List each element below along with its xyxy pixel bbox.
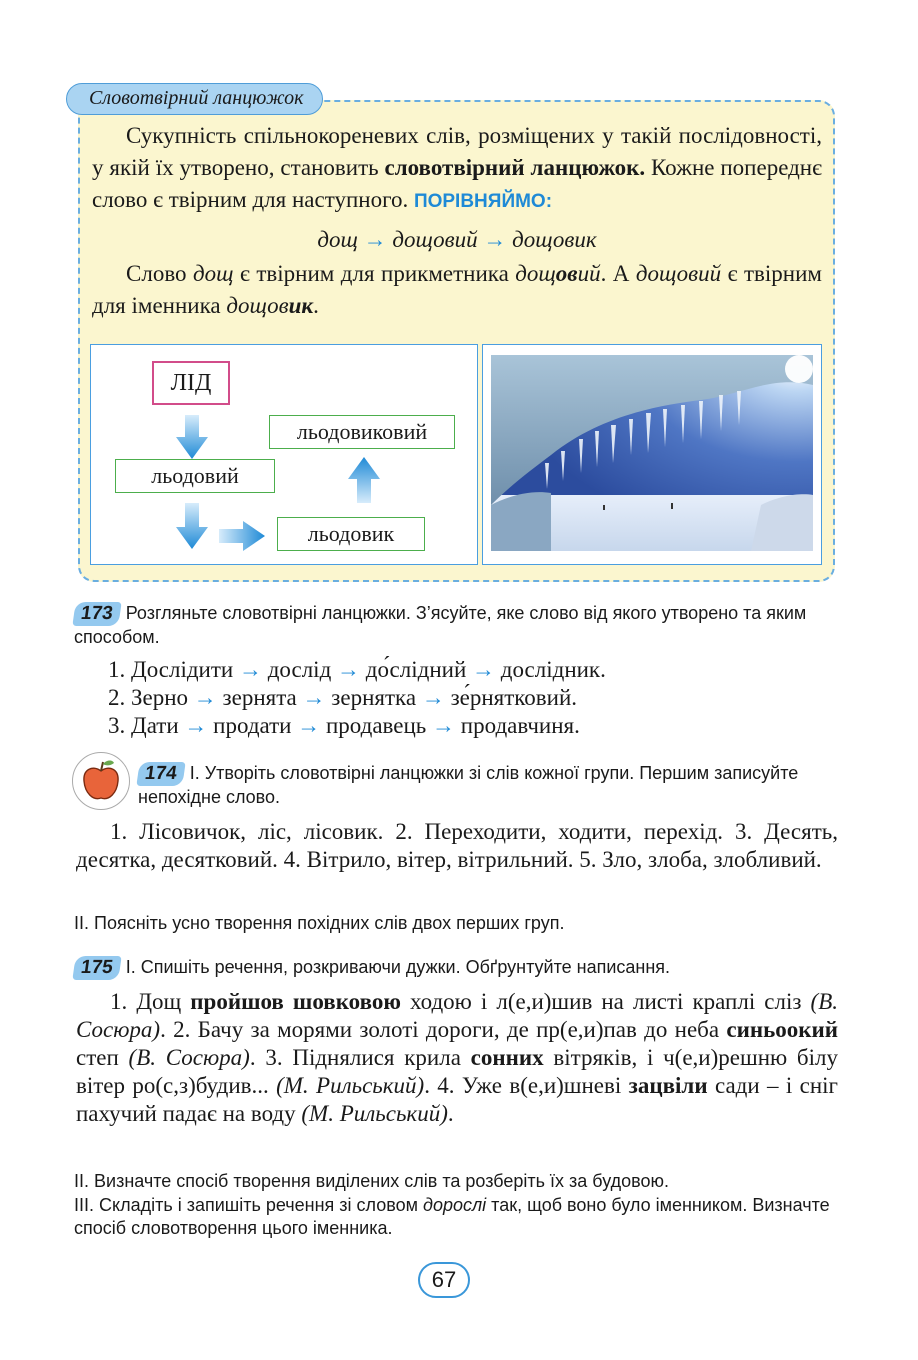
arrow-icon: → (421, 685, 445, 710)
rule-text (92, 120, 822, 322)
exercise-174-task: 174 І. Утворіть словотвірні ланцюжки зі слів кожної групи. Першим записуйте непохідне слово. (138, 763, 799, 807)
exercise-number-badge: 174 (136, 762, 185, 786)
word-box-lodovyi: льодовий (115, 459, 275, 493)
apple-icon-graphic (73, 753, 129, 809)
arrow-icon: → (184, 713, 208, 738)
arrow-down-icon (175, 415, 209, 459)
exercise-174-task-2: ІІ. Поясніть усно творення похідних слів двох перших груп. (74, 913, 565, 933)
arrow-icon: → (472, 657, 496, 682)
ice-cave-image (491, 355, 813, 551)
rule-title-tab: Словотвірний ланцюжок (66, 83, 323, 115)
arrow-icon: → (193, 685, 217, 710)
arrow-icon: → (483, 227, 507, 252)
exercise-175-task: 175 І. Спишіть речення, розкриваючи дужки. Обґрунтуйте написання. (74, 956, 844, 980)
arrow-icon: → (337, 657, 361, 682)
rule-paragraph-2: Слово дощ є твірним для прикметника дощовий. А дощовий є твірним для іменника дощовик. (92, 261, 822, 318)
word-box-lid: ЛІД (152, 361, 230, 405)
chain-line-2: 2. Зерно → зернята → зернятка → зе́рнятковий. (108, 685, 578, 710)
exercise-173-task: 173 Розгляньте словотвірні ланцюжки. З’ясуйте, яке слово від якого утворено та яким способом. (74, 603, 807, 647)
apple-icon (72, 752, 130, 810)
arrow-down-icon (175, 503, 209, 549)
arrow-icon: → (238, 657, 262, 682)
word-chain-diagram (90, 344, 478, 565)
exercise-174-body: 1. Лісовичок, ліс, лісовик. 2. Переходити, ходити, перехід. 3. Десять, десятка, десятковий. 4. Вітрило, вітер, вітрильний. 5. Зло, злоба, злобливий. (76, 819, 838, 872)
exercise-175-task-3: ІІІ. Складіть і запишіть речення зі словом дорослі так, щоб воно було іменником. Визначте спосіб словотворення цього іменника. (74, 1195, 830, 1238)
exercise-173-chains (76, 656, 836, 740)
arrow-right-icon (219, 521, 265, 551)
rule-term: словотвірний ланцюжок. (384, 155, 646, 180)
page-number: 67 (418, 1262, 470, 1298)
chain-line-3: 3. Дати → продати → продавець → продавчиня. (108, 713, 580, 738)
ice-cave-panel (482, 344, 822, 565)
arrow-icon: → (363, 227, 387, 252)
exercise-175-task-2: ІІ. Визначте спосіб творення виділених слів та розберіть їх за будовою. (74, 1171, 669, 1191)
compare-label: ПОРІВНЯЙМО: (413, 191, 553, 212)
word-box-lodovykovyi: льодовиковий (269, 415, 455, 449)
arrow-icon: → (302, 685, 326, 710)
rule-example: дощ → дощовий → дощовик (317, 227, 597, 252)
exercise-175-body: 1. Дощ пройшов шовковою ходою і л(е,и)шив на листі краплі сліз (В. Сосюра). 2. Бачу за морями золоті дороги, де пр(е,и)пав до неба синьоокий степ (В. Сосюра). 3. Піднялися крила сонних вітряків, і ч(е,и)решню білу вітер ро(с,з)будив... (М. Рильський). 4. Уже в(е,и)шневі зацвіли сади – і сніг пахучий падає на воду (М. Рильський). (76, 989, 838, 1126)
arrow-icon: → (297, 713, 321, 738)
rule-paragraph-1: Сукупність спільнокореневих слів, розміщених у такій послідовності, у якій їх утворено, становить словотвірний ланцюжок. Кожне попереднє слово є твірним для наступного. ПОРІВНЯЙМО: (92, 123, 822, 212)
exercise-number-badge: 173 (72, 602, 121, 626)
chain-line-1: 1. Дослідити → дослід → до́слідний → дослідник. (108, 657, 606, 682)
arrow-up-icon (347, 457, 381, 503)
exercise-number-badge: 175 (72, 956, 121, 980)
word-box-lodovyk: льодовик (277, 517, 425, 551)
arrow-icon: → (432, 713, 456, 738)
